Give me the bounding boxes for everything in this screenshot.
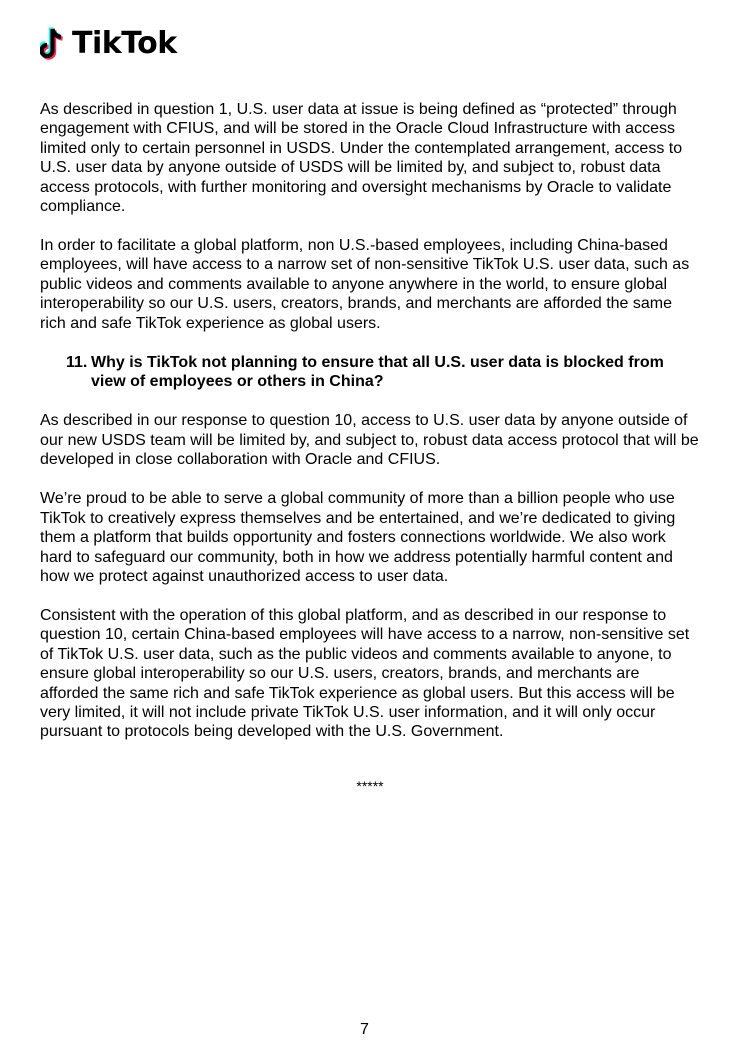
paragraph-china-employees: Consistent with the operation of this global platform, and as described in our response to question 10, certain China-based employees will have access to a narrow, non-sensitive set of TikTok U.S. user data, such as the public videos and comments available to anyone, to ensure global interoperability so our U.S. users, creators, brands, and merchants are afforded the same rich and safe TikTok experience as global users. But this access will be very limited, it will not include private TikTok U.S. user information, and it will only occur pursuant to protocols being developed with the U.S. Government. [40, 606, 690, 741]
paragraph-global-community: We’re proud to be able to serve a global community of more than a billion people who use TikTok to creatively express themselves and be entertained, and we’re dedicated to giving them a platform that builds opportunity and fosters connections worldwide. We also work hard to safeguard our community, both in how we address potentially harmful content and how we protect against unauthorized access to user data. [40, 490, 676, 585]
question-11 [66, 353, 700, 392]
section-separator: ***** [356, 777, 384, 794]
paragraph-protected-data: As described in question 1, U.S. user data at issue is being defined as “protected” through engagement with CFIUS, and will be stored in the Oracle Cloud Infrastructure with access limited only to certain personnel in USDS. Under the contemplated arrangement, access to U.S. user data by anyone outside of USDS will be limited by, and subject to, robust data access protocols, with further monitoring and oversight mechanisms by Oracle to validate compliance. [40, 101, 683, 216]
tiktok-note-icon [40, 27, 66, 61]
paragraph-global-platform: In order to facilitate a global platform, non U.S.-based employees, including China-based employees, will have access to a narrow set of non-sensitive TikTok U.S. user data, such as public videos and comments available to anyone anywhere in the world, to ensure global interoperability so our U.S. users, creators, brands, and merchants are afforded the same rich and safe TikTok experience as global users. [40, 237, 690, 332]
paragraph-usds-access: As described in our response to question 10, access to U.S. user data by anyone outside of our new USDS team will be limited by, and subject to, robust data access protocol that will be developed in close collaboration with Oracle and CFIUS. [40, 412, 699, 469]
page-number: 7 [360, 1021, 369, 1038]
document-body [40, 100, 700, 796]
question-text: Why is TikTok not planning to ensure that all U.S. user data is blocked from view of employees or others in China? [91, 353, 664, 391]
tiktok-logo [40, 24, 177, 64]
brand-name: TikTok [72, 26, 177, 61]
question-number: 11. [66, 353, 88, 371]
